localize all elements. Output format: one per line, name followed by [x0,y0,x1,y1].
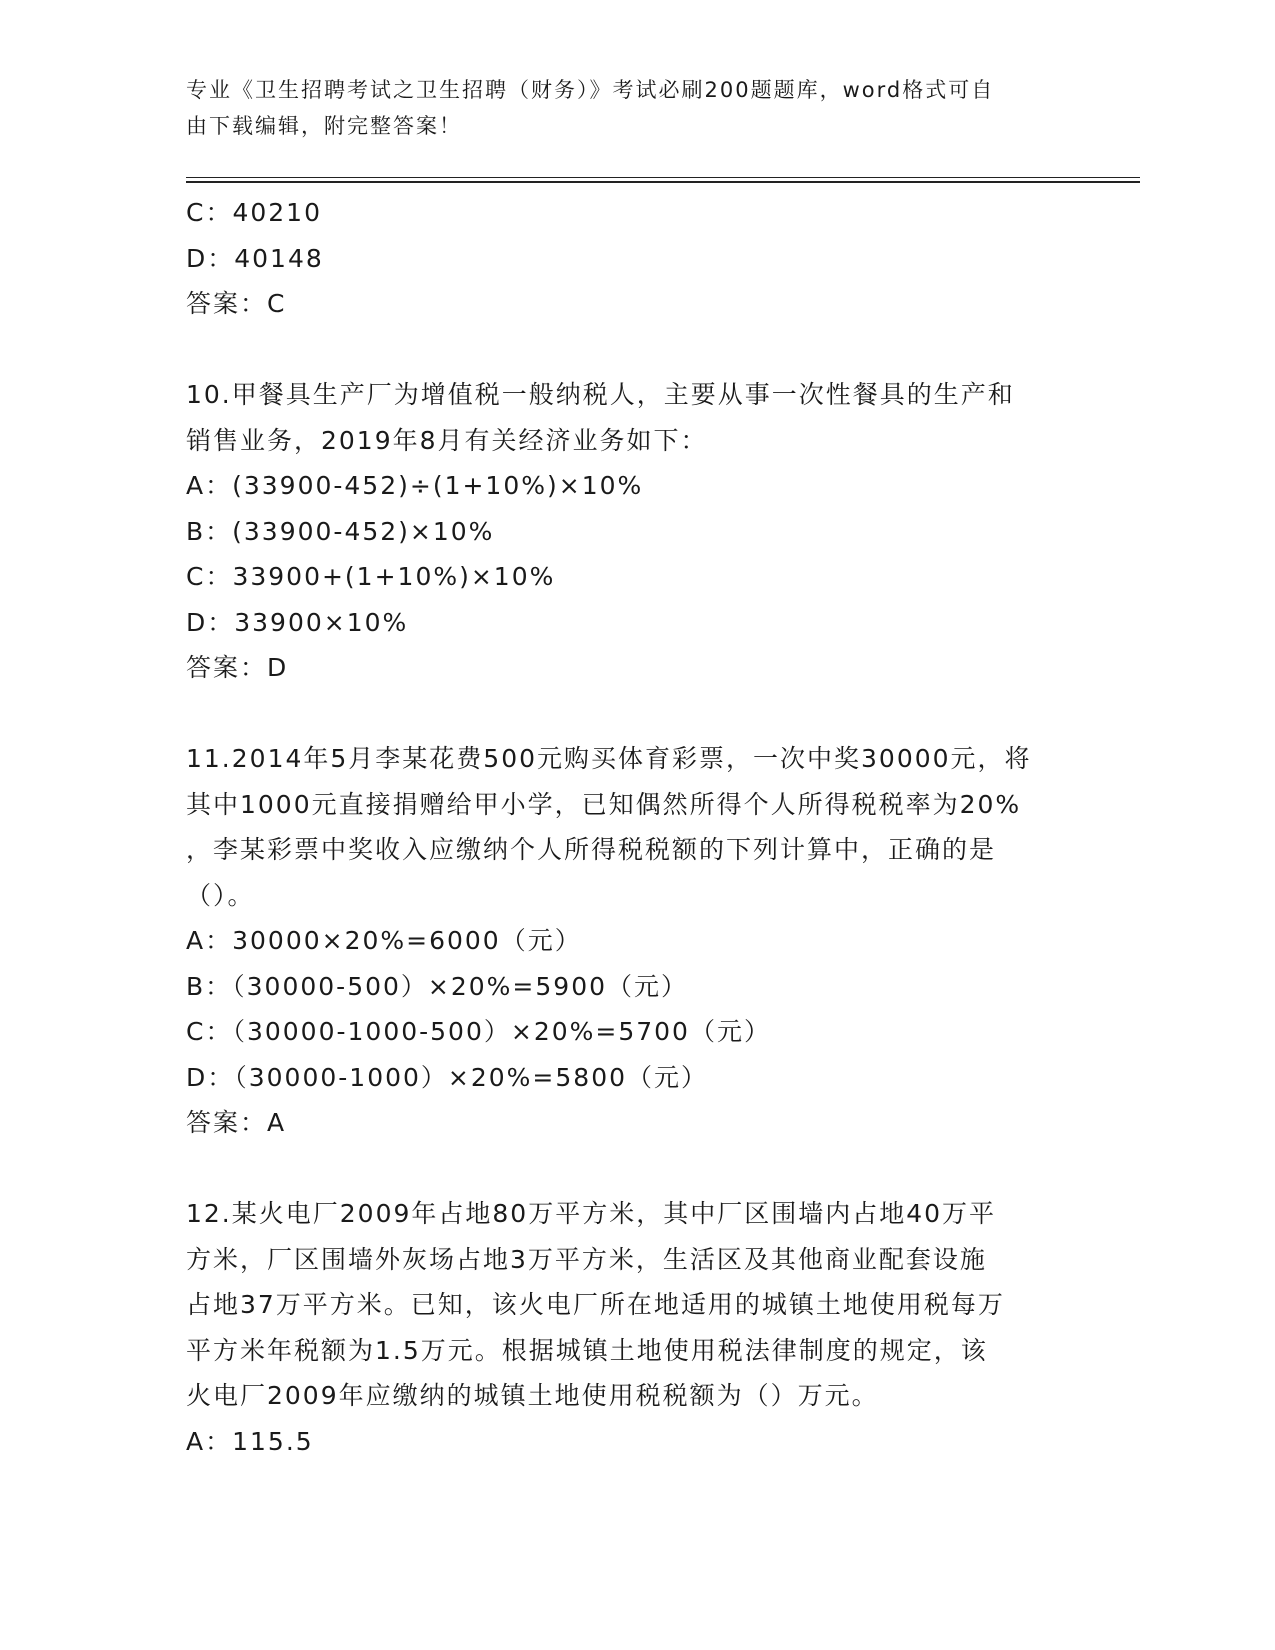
header-divider-thick [186,181,1140,183]
question-11 [186,736,1086,1146]
question-text-line: 占地37万平方米。已知，该火电厂所在地适用的城镇土地使用税每万 [186,1290,1005,1319]
option-d: D：（30000-1000）×20%=5800（元） [186,1062,709,1092]
option-c: C：（30000-1000-500）×20%=5700（元） [186,1017,771,1046]
question-text-line: 方米，厂区围墙外灰场占地3万平方米，生活区及其他商业配套设施 [186,1244,987,1274]
question-text-line: 10.甲餐具生产厂为增值税一般纳税人，主要从事一次性餐具的生产和 [186,380,1015,409]
question-text-line: 其中1000元直接捐赠给甲小学，已知偶然所得个人所得税税率为20% [186,789,1022,819]
answer-line: 答案：C [186,289,287,318]
question-text-line: ，李某彩票中奖收入应缴纳个人所得税税额的下列计算中，正确的是 [186,835,997,864]
option-d: D：33900×10% [186,607,409,637]
prev-question-block [186,190,1086,327]
question-10 [186,372,1086,691]
question-text-line: （）。 [186,880,255,910]
question-text-line: 销售业务，2019年8月有关经济业务如下： [186,425,708,455]
question-12 [186,1191,1086,1464]
option-b: B：（30000-500）×20%=5900（元） [186,971,689,1001]
option-a: A：(33900-452)÷(1+10%)×10% [186,471,644,500]
answer-line: 答案：A [186,1108,287,1137]
option-c: C：33900+(1+10%)×10% [186,562,556,591]
header-divider-thin [186,177,1140,178]
option-a: A：30000×20%=6000（元） [186,926,582,955]
question-text-line: 12.某火电厂2009年占地80万平方米，其中厂区围墙内占地40万平 [186,1199,997,1228]
question-text-line: 平方米年税额为1.5万元。根据城镇土地使用税法律制度的规定，该 [186,1335,988,1365]
option-c: C：40210 [186,198,322,227]
header-line-1: 专业《卫生招聘考试之卫生招聘（财务）》考试必刷200题题库，word格式可自 [186,78,995,102]
header-line-2: 由下载编辑，附完整答案！ [186,114,462,138]
answer-line: 答案：D [186,653,289,682]
option-b: B：(33900-452)×10% [186,516,495,546]
option-a: A：115.5 [186,1426,314,1456]
question-content [186,190,1086,1464]
document-header [186,72,1086,144]
question-text-line: 11.2014年5月李某花费500元购买体育彩票，一次中奖30000元，将 [186,744,1032,773]
option-d: D：40148 [186,243,324,273]
question-text-line: 火电厂2009年应缴纳的城镇土地使用税税额为（）万元。 [186,1381,879,1410]
